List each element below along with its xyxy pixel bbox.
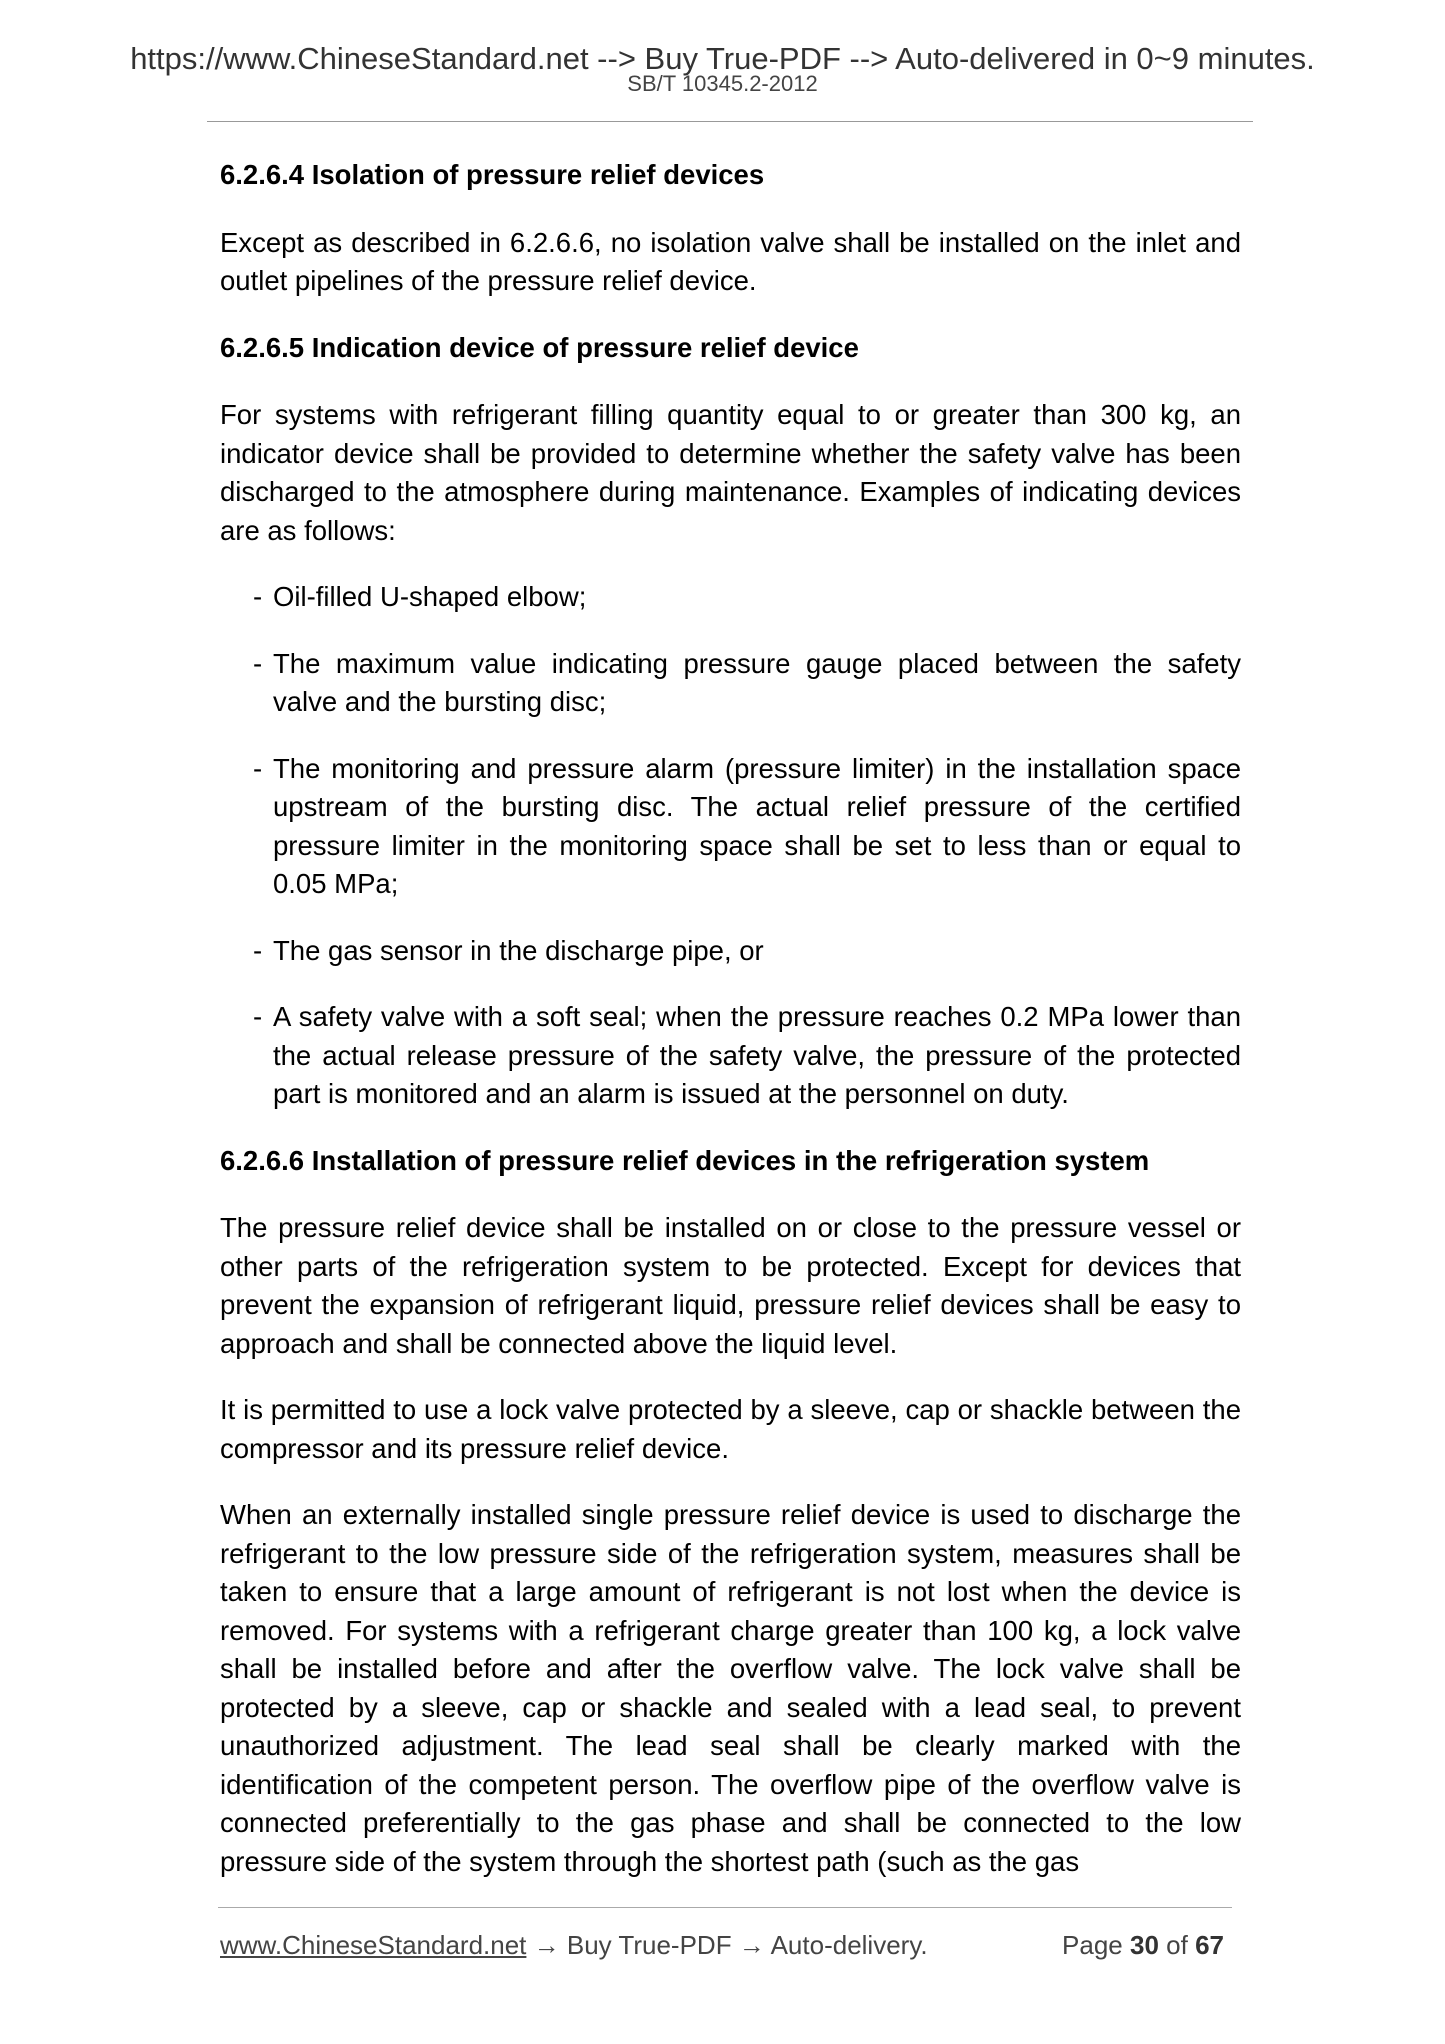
page-label: Page	[1062, 1930, 1123, 1960]
page-footer	[220, 1929, 1232, 1961]
indicating-devices-list	[220, 578, 1241, 1114]
list-item-text: The gas sensor in the discharge pipe, or	[273, 934, 764, 966]
heading-6-2-6-6: 6.2.6.6 Installation of pressure relief devices in the refrigeration system	[220, 1144, 1150, 1176]
list-item-text: The monitoring and pressure alarm (pressure limiter) in the installation space upstream of the bursting disc. The actual relief pressure of the certified pressure limiter in the monitoring space shall be set to less than or equal to 0.05 MPa;	[273, 752, 1241, 899]
list-item	[220, 750, 1241, 904]
footer-divider	[218, 1907, 1232, 1908]
dash-marker: -	[253, 752, 263, 784]
paragraph: When an externally installed single pressure relief device is used to discharge the refrigerant to the low pressure side of the refrigeration system, measures shall be taken to ensure that a large amount of refrigerant is not lost when the device is removed. For systems with a refrigerant charge greater than 100 kg, a lock valve shall be installed before and after the overflow valve. The lock valve shall be protected by a sleeve, cap or shackle and sealed with a lead seal, to prevent unauthorized adjustment. The lead seal shall be clearly marked with the identification of the competent person. The overflow pipe of the overflow valve is connected preferentially to the gas phase and shall be connected to the low pressure side of the system through the shortest path (such as the gas	[220, 1499, 1241, 1877]
dash-marker: -	[253, 1001, 263, 1032]
dash-marker: -	[253, 581, 263, 612]
heading-6-2-6-4: 6.2.6.4 Isolation of pressure relief devices	[220, 159, 765, 190]
list-item-text: The maximum value indicating pressure gauge placed between the safety valve and the bursting disc;	[273, 647, 1241, 717]
list-item	[220, 932, 1241, 971]
page-indicator	[1062, 1929, 1224, 1961]
paragraph: Except as described in 6.2.6.6, no isolation valve shall be installed on the inlet and outlet pipelines of the pressure relief device.	[220, 226, 1241, 296]
document-code: SB/T 10345.2-2012	[627, 71, 818, 96]
paragraph: The pressure relief device shall be installed on or close to the pressure vessel or other parts of the refrigeration system to be protected. Except for devices that prevent the expansion of refrigerant liquid, pressure relief devices shall be easy to approach and shall be connected above the liquid level.	[220, 1212, 1241, 1359]
page-current: 30	[1130, 1930, 1159, 1960]
list-item-text: A safety valve with a soft seal; when the pressure reaches 0.2 MPa lower than the actual release pressure of the safety valve, the pressure of the protected part is monitored and an alarm is issued at the personnel on duty.	[273, 1001, 1241, 1109]
site-link[interactable]: www.ChineseStandard.net	[220, 1930, 527, 1960]
dash-marker: -	[253, 934, 263, 966]
footer-tagline: → Buy True-PDF → Auto-delivery.	[533, 1930, 928, 1960]
paragraph: For systems with refrigerant filling quantity equal to or greater than 300 kg, an indicator device shall be provided to determine whether the safety valve has been discharged to the atmosphere during maintenance. Examples of indicating devices are as follows:	[220, 399, 1241, 546]
document-body	[220, 156, 1241, 1909]
list-item	[220, 998, 1241, 1114]
list-item	[220, 578, 1241, 617]
of-label: of	[1166, 1930, 1188, 1960]
list-item-text: Oil-filled U-shaped elbow;	[273, 581, 587, 612]
list-item	[220, 645, 1241, 722]
dash-marker: -	[253, 647, 263, 679]
top-banner: https://www.ChineseStandard.net --> Buy True-PDF --> Auto-delivered in 0~9 minutes.	[130, 41, 1315, 76]
page-total: 67	[1195, 1930, 1224, 1960]
paragraph: It is permitted to use a lock valve protected by a sleeve, cap or shackle between the compressor and its pressure relief device.	[220, 1394, 1241, 1464]
heading-6-2-6-5: 6.2.6.5 Indication device of pressure relief device	[220, 331, 859, 363]
header-divider	[207, 121, 1253, 122]
